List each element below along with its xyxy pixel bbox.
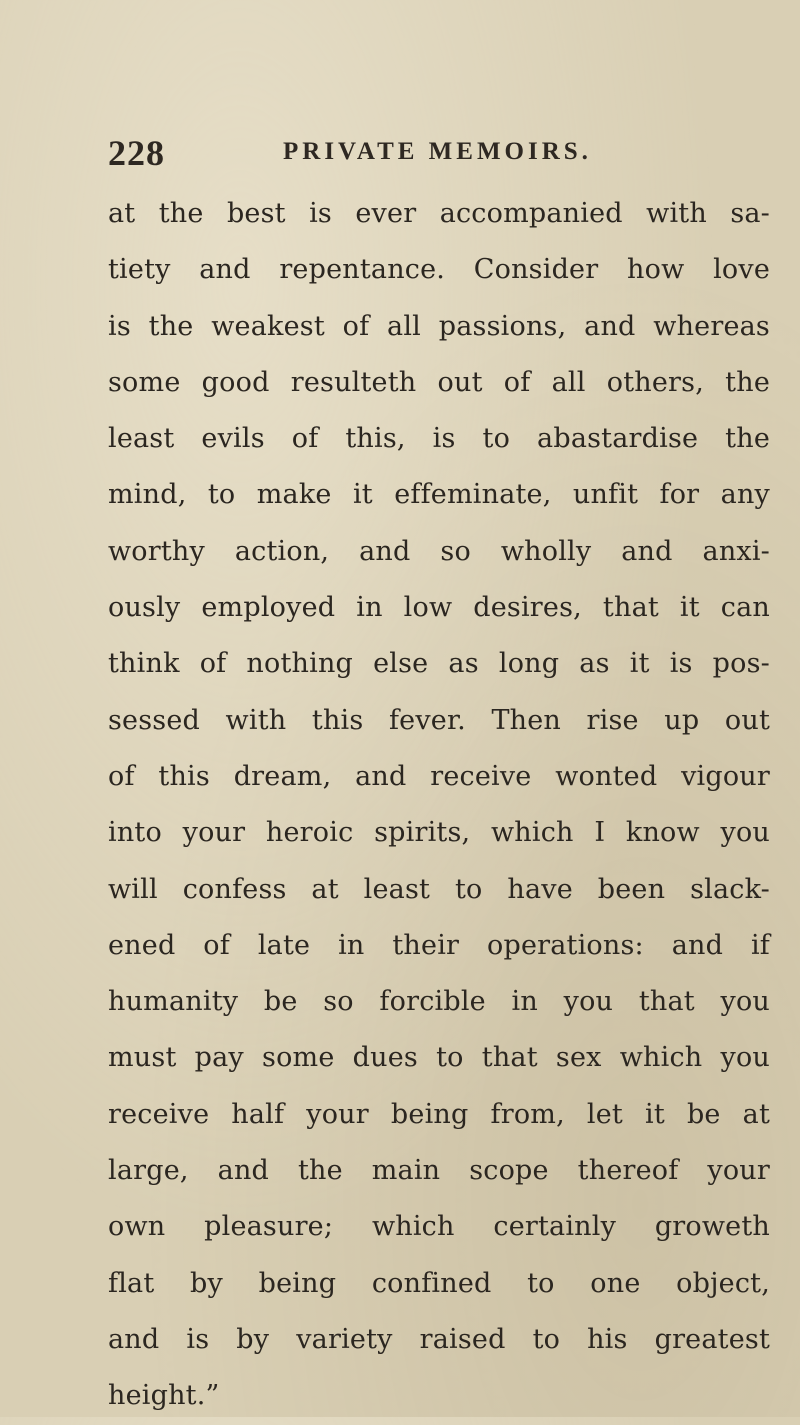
text-line: at the best is ever accompanied with sa-: [108, 198, 770, 229]
text-line: receive half your being from, let it be at: [108, 1098, 770, 1130]
text-line: ened of late in their operations: and if: [108, 929, 770, 961]
text-line: humanity be so forcible in you that you: [108, 986, 770, 1018]
text-line: is the weakest of all passions, and whereas: [108, 310, 770, 342]
text-line: worthy action, and so wholly and anxi-: [108, 535, 770, 567]
text-line: large, and the main scope thereof your: [108, 1155, 770, 1187]
running-head: [108, 132, 768, 176]
page-number: 228: [108, 133, 165, 173]
text-line: will confess at least to have been slack-: [108, 873, 770, 905]
text-line: mind, to make it effeminate, unfit for any: [108, 479, 770, 511]
text-line: height.”: [108, 1380, 220, 1412]
text-line: ously employed in low desires, that it can: [108, 592, 770, 624]
text-line: some good resulteth out of all others, the: [108, 366, 770, 398]
text-line: think of nothing else as long as it is pos-: [108, 648, 770, 680]
text-line: flat by being confined to one object,: [108, 1267, 770, 1299]
text-line: sessed with this fever. Then rise up out: [108, 704, 770, 736]
text-line: own pleasure; which certainly groweth: [108, 1211, 770, 1243]
text-line: must pay some dues to that sex which you: [108, 1042, 770, 1074]
text-line: least evils of this, is to abastardise the: [108, 423, 770, 455]
text-line: tiety and repentance. Consider how love: [108, 254, 770, 286]
running-title: PRIVATE MEMOIRS.: [283, 138, 592, 165]
text-line: into your heroic spirits, which I know you: [108, 817, 770, 849]
text-line: and is by variety raised to his greatest: [108, 1323, 770, 1355]
text-line: of this dream, and receive wonted vigour: [108, 760, 770, 792]
body-text: [108, 186, 770, 1425]
